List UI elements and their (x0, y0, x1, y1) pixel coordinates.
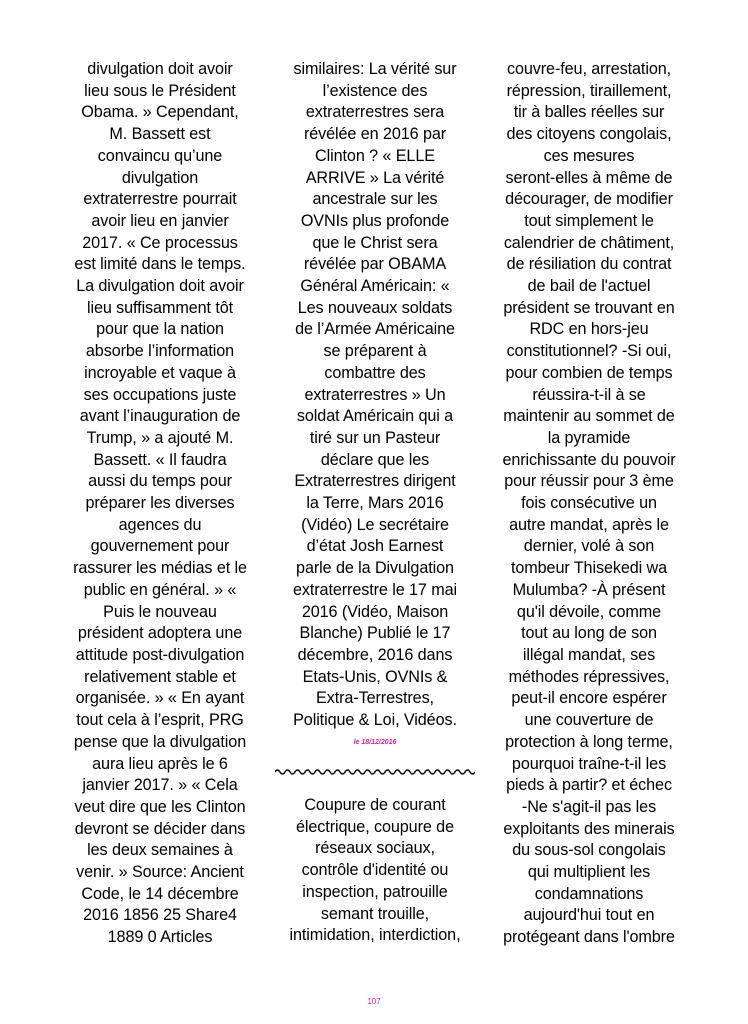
text-line: se préparent à (323, 342, 427, 361)
text-line: aussi du temps pour (88, 472, 232, 491)
text-line: décembre, 2016 dans (297, 645, 453, 664)
text-line: -Ne s'agit-il pas les (521, 797, 657, 816)
text-line: de résiliation du contrat (506, 255, 672, 274)
text-line: absorbe l’information (85, 342, 235, 361)
text-line: extraterrestres sera (305, 103, 445, 122)
text-line: ARRIVE » La vérité (305, 168, 445, 187)
text-line: illégal mandat, ses (522, 645, 656, 664)
text-line: tir à balles réelles sur (513, 103, 665, 122)
text-line: couvre-feu, arrestation, (506, 60, 672, 78)
text-column-2-continued (270, 795, 480, 947)
text-line: ses occupations juste (83, 385, 237, 404)
text-line: Politique & Loi, Vidéos. (293, 711, 457, 730)
text-line: extraterrestres » Un (304, 385, 446, 404)
text-line: avoir lieu en janvier (91, 211, 229, 230)
wavy-divider-line (275, 770, 475, 774)
text-line: réussira-t-il à se (532, 385, 646, 404)
text-line: convaincu qu’une (97, 146, 223, 165)
text-line: méthodes répressives, (508, 667, 670, 686)
wavy-divider (275, 766, 475, 778)
text-line: tiré sur un Pasteur (309, 428, 441, 447)
text-line: parle de la Divulgation (296, 559, 454, 578)
text-line: pense que la divulgation (73, 732, 247, 751)
text-line: constitutionnel? -Si oui, (506, 342, 672, 361)
text-line: décourager, de modifier (505, 190, 673, 209)
text-line: l’existence des (322, 81, 428, 100)
text-line: les deux semaines à (87, 841, 233, 860)
text-line: extraterrestre le 17 mai (292, 580, 458, 599)
date-stamp: le 18/12/2016 (353, 739, 397, 746)
text-line: est limité dans le temps. (74, 255, 246, 274)
text-column-3 (483, 59, 695, 949)
text-line: exploitants des minerais (503, 819, 675, 838)
text-line: protection à long terme, (505, 732, 673, 751)
text-line: Clinton ? « ELLE (315, 146, 435, 165)
text-line: du sous-sol congolais (512, 841, 666, 860)
text-line: des citoyens congolais, (506, 125, 672, 144)
text-line: condamnations (534, 884, 644, 903)
text-line: Puis le nouveau (103, 602, 217, 621)
text-line: avant l’inauguration de (79, 407, 241, 426)
text-line: président adoptera une (77, 624, 243, 643)
text-line: de l’Armée Américaine (295, 320, 455, 339)
text-line: Etats-Unis, OVNIs & (302, 667, 448, 686)
text-line: inspection, patrouille (302, 882, 448, 901)
text-line: (Vidéo) Le secrétaire (301, 515, 449, 534)
text-line: déclare que les (320, 450, 430, 469)
text-line: pourquoi traîne-t-il les (511, 754, 667, 773)
text-line: combattre des (324, 363, 426, 382)
text-line: tombeur Thisekedi wa (510, 559, 668, 578)
text-line: janvier 2017. » « Cela (82, 776, 238, 795)
text-line: protégeant dans l'ombre (503, 928, 675, 947)
text-line: que le Christ sera (312, 233, 438, 252)
text-line: 1889 0 Articles (107, 928, 213, 947)
text-line: pieds à partir? et échec (506, 776, 672, 795)
text-line: OVNIs plus profonde (300, 211, 450, 230)
text-line: président se trouvant en (503, 298, 675, 317)
text-line: intimidation, interdiction, (289, 926, 461, 945)
text-line: Bassett. « Il faudra (93, 450, 227, 469)
text-line: similaires: La vérité sur (293, 60, 457, 78)
text-line: peut-il encore espérer (511, 689, 667, 708)
text-line: lieu suffisamment tôt (86, 298, 234, 317)
text-line: Coupure de courant (304, 796, 446, 814)
text-line: révélée en 2016 par (303, 125, 447, 144)
text-line: seront-elles à même de (505, 168, 673, 187)
text-line: incroyable et vaque à (84, 363, 236, 382)
text-line: calendrier de châtiment, (503, 233, 675, 252)
text-line: électrique, coupure de (296, 817, 454, 836)
text-line: Général Américain: « (300, 277, 450, 296)
text-line: la pyramide (547, 428, 631, 447)
text-line: soldat Américain qui a (296, 407, 454, 426)
text-line: devront se décider dans (74, 819, 246, 838)
text-line: d’état Josh Earnest (306, 537, 444, 556)
text-line: tout au long de son (521, 624, 657, 643)
text-line: une couverture de (524, 711, 654, 730)
text-line: gouvernement pour (90, 537, 230, 556)
text-column-2 (270, 59, 480, 732)
text-line: réseaux sociaux, (315, 839, 435, 858)
text-line: la Terre, Mars 2016 (306, 494, 444, 513)
text-line: 2016 (Vidéo, Maison (301, 602, 449, 621)
text-line: La divulgation doit avoir (76, 277, 244, 296)
text-line: pour que la nation (96, 320, 224, 339)
text-line: répression, tiraillement, (506, 81, 672, 100)
text-line: attitude post-divulgation (75, 645, 245, 664)
text-line: aujourd'hui tout en (523, 906, 655, 925)
text-line: extraterrestre pourrait (83, 190, 237, 209)
text-line: Extra-Terrestres, (316, 689, 434, 708)
text-line: public en général. » « (83, 580, 237, 599)
text-line: autre mandat, après le (509, 515, 669, 534)
text-line: lieu sous le Président (84, 81, 236, 100)
text-line: pour combien de temps (505, 363, 673, 382)
text-line: Extraterrestres dirigent (294, 472, 456, 491)
text-line: tout simplement le (524, 211, 654, 230)
page-number: 107 (367, 997, 381, 1006)
text-line: Code, le 14 décembre (81, 884, 239, 903)
text-line: Mulumba? -À présent (512, 580, 666, 599)
text-line: contrôle d'identité ou (301, 861, 449, 880)
text-line: dernier, volé à son (523, 537, 655, 556)
text-line: RDC en hors-jeu (529, 320, 649, 339)
text-line: qu'il dévoile, comme (516, 602, 662, 621)
text-line: agences du (118, 515, 202, 534)
text-line: semant trouille, (320, 904, 430, 923)
text-line: pour réussir pour 3 ème (504, 472, 674, 491)
text-line: enrichissante du pouvoir (502, 450, 676, 469)
text-line: 2017. « Ce processus (82, 233, 238, 252)
text-line: M. Bassett est (109, 125, 211, 144)
text-line: ancestrale sur les (312, 190, 438, 209)
text-line: Blanche) Publié le 17 (299, 624, 451, 643)
text-line: Trump, » a ajouté M. (86, 428, 234, 447)
text-line: divulgation (121, 168, 199, 187)
text-line: aura lieu après le 6 (92, 754, 228, 773)
text-line: préparer les diverses (85, 494, 235, 513)
text-line: veut dire que les Clinton (74, 797, 246, 816)
text-line: tout cela à l’esprit, PRG (76, 711, 244, 730)
text-line: relativement stable et (84, 667, 236, 686)
text-line: divulgation doit avoir (87, 60, 233, 78)
text-line: de bail de l'actuel (527, 277, 651, 296)
text-line: 2016 1856 25 Share4 (83, 906, 237, 925)
text-line: ces mesures (543, 146, 635, 165)
text-line: Obama. » Cependant, (81, 103, 239, 122)
text-line: qui multiplient les (527, 863, 651, 882)
text-line: rassurer les médias et le (73, 559, 247, 578)
text-line: fois consécutive un (521, 494, 657, 513)
text-line: révélée par OBAMA (303, 255, 447, 274)
text-line: maintenir au sommet de (503, 407, 675, 426)
text-line: Les nouveaux soldats (297, 298, 453, 317)
text-column-1 (55, 59, 265, 949)
text-line: organisée. » « En ayant (75, 689, 245, 708)
text-line: venir. » Source: Ancient (76, 863, 244, 882)
